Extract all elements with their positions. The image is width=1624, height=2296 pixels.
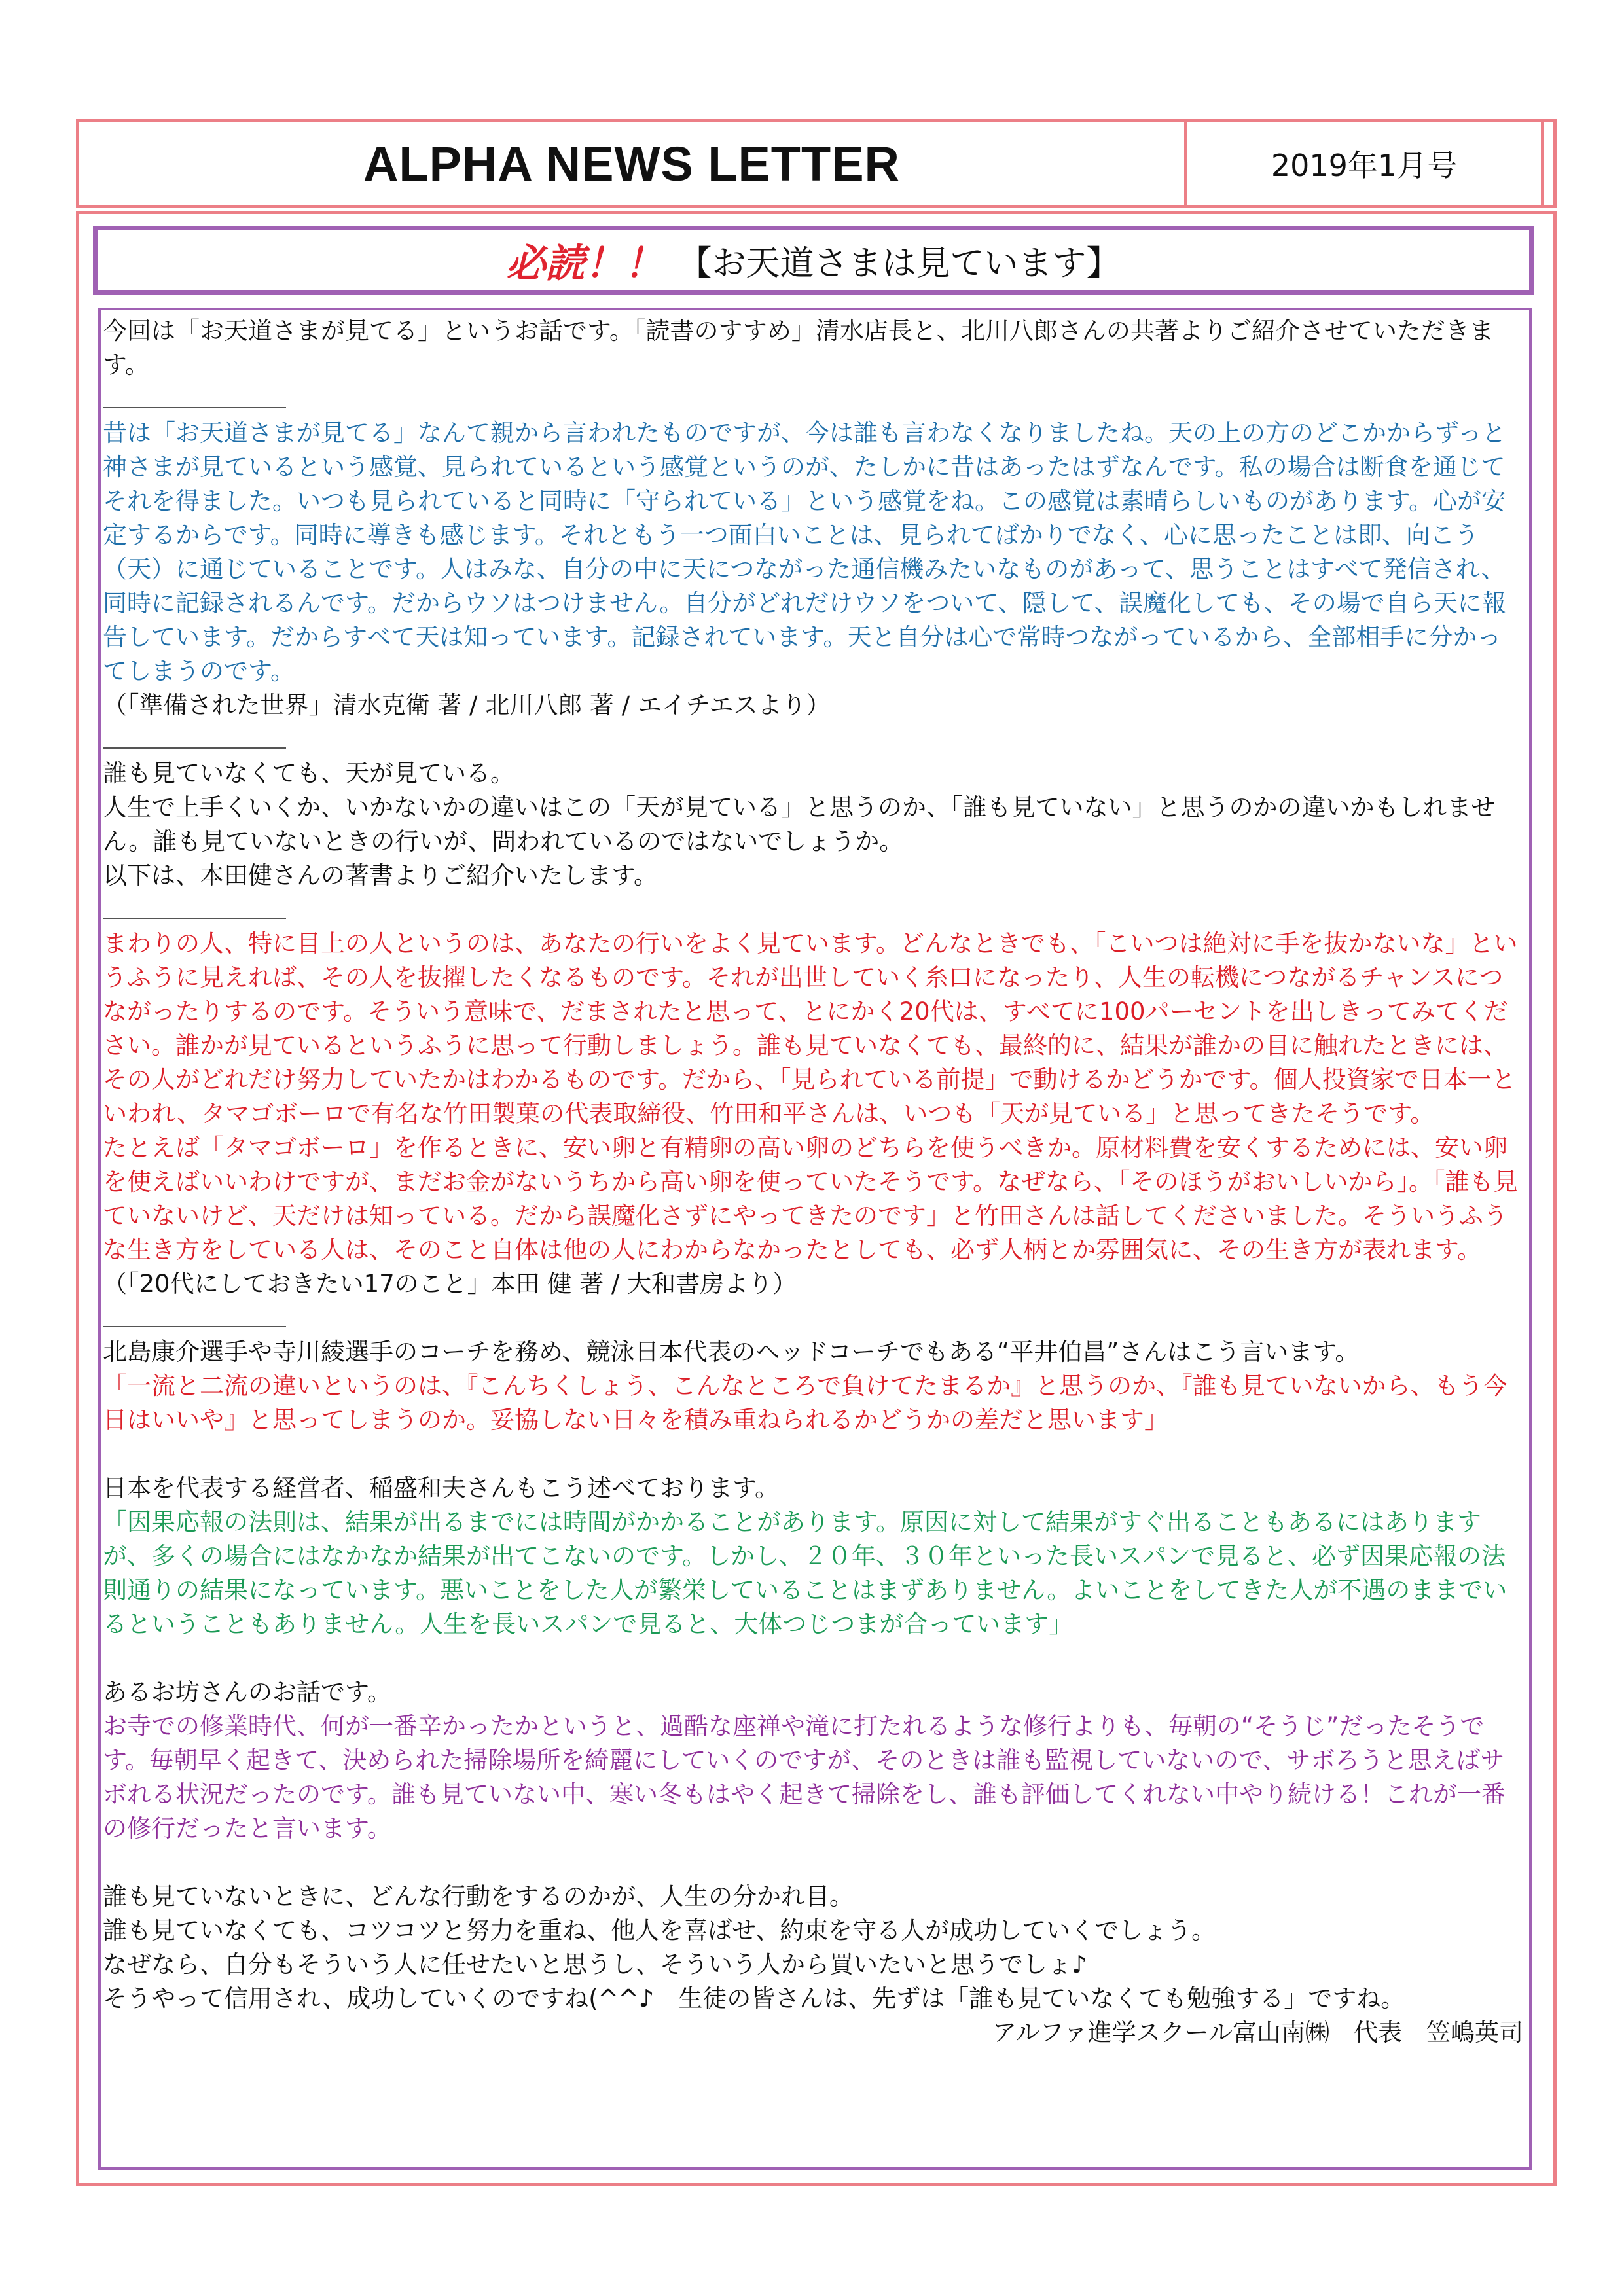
issue-date: 2019年1月号 (1271, 148, 1458, 183)
quote-honda-part2 (103, 1131, 1523, 1301)
closing-line: 誰も見ていないときに、どんな行動をするのかが、人生の分かれ目。 (103, 1882, 854, 1910)
must-read-label: 必読！！ (506, 240, 664, 287)
quote-honda-text: たとえば「タマゴボーロ」を作るときに、安い卵と有精卵の高い卵のどちらを使うべきか。原材料費を安くするためには、安い卵を使えばいいわけですが、まだお金がないうちから高い卵を使っていたそうです。なぜなら、「そのほうがおいしいから」。「誰も見ていないけど、天だけは知っている。だから誤魔化さずにやってきたのです」と竹田さんは話してくださいました。そういうふうな生き方をしている人は、そのこと自体は他の人にわからなかったとしても、必ず人柄とか雰囲気に、その生き方が表れます。 (103, 1134, 1518, 1264)
newsletter-title: ALPHA NEWS LETTER (363, 136, 900, 191)
signature: アルファ進学スクール富山南㈱ 代表 笠嶋英司 (992, 2018, 1523, 2047)
header-divider (1541, 122, 1544, 205)
source-citation: （「20代にしておきたい17のこと」本田 健 著 / 大和書房より） (103, 1270, 797, 1298)
article-title-box (93, 226, 1534, 295)
separator-line (103, 723, 1523, 757)
intro-paragraph: 今回は「お天道さまが見てる」というお話です。「読書のすすめ」清水店長と、北川八郎さんの共著よりご紹介させていただきます。 (103, 317, 1494, 379)
newsletter-header (76, 119, 1557, 208)
article-body (103, 314, 1523, 2050)
separator-line (103, 382, 1523, 416)
closing-line: なぜなら、自分もそういう人に任せたいと思うし、そういう人から買いたいと思うでしょ♪ (103, 1950, 1087, 1979)
paragraph-line: あるお坊さんのお話です。 (103, 1678, 392, 1706)
article-title: 【お天道さまは見ています】 (677, 244, 1121, 283)
quote-kitagawa: 昔は「お天道さまが見てる」なんて親から言われたものですが、今は誰も言わなくなりましたね。天の上の方のどこかからずっと神さまが見ているという感覚、見られているという感覚というのが、たしかに昔はあったはずなんです。私の場合は断食を通じてそれを得ました。いつも見られていると同時に「守られている」という感覚をね。この感覚は素晴らしいものがあります。心が安定するからです。同時に導きも感じます。それともう一つ面白いことは、見られてばかりでなく、心に思ったことは即、向こう（天）に通じていることです。人はみな、自分の中に天につながった通信機みたいなものがあって、思うことはすべて発信され、同時に記録されるんです。だからウソはつけません。自分がどれだけウソをついて、隠して、誤魔化しても、その場で自ら天に報告しています。だからすべて天は知っています。記録されています。天と自分は心で常時つながっているから、全部相手に分かってしまうのです。 (103, 419, 1506, 685)
quote-honda-part1: まわりの人、特に目上の人というのは、あなたの行いをよく見ています。どんなときでも、「こいつは絶対に手を抜かないな」というふうに見えれば、その人を抜擢したくなるものです。それが出世していく糸口になったり、人生の転機につながるチャンスにつながったりするのです。そういう意味で、だまされたと思って、とにかく20代は、すべてに100パーセントを出しきってみてください。誰かが見ているというふうに思って行動しましょう。誰も見ていなくても、最終的に、結果が誰かの目に触れたときには、その人がどれだけ努力していたかはわかるものです。だから、「見られている前提」で動けるかどうかです。個人投資家で日本一といわれ、タマゴボーロで有名な竹田製菓の代表取締役、竹田和平さんは、いつも「天が見ている」と思ってきたそうです。 (103, 929, 1518, 1128)
quote-inamori: 「因果応報の法則は、結果が出るまでには時間がかかることがあります。原因に対して結果がすぐ出ることもあるにはありますが、多くの場合にはなかなか結果が出てこないのです。しかし、２０年、３０年といった長いスパンで見ると、必ず因果応報の法則通りの結果になっています。悪いことをした人が繁栄していることはまずありません。よいことをしてきた人が不遇のままでいるということもありません。人生を長いスパンで見ると、大体つじつまが合っています」 (103, 1508, 1507, 1638)
quote-hirai: 「一流と二流の違いというのは、『こんちくしょう、こんなところで負けてたまるか』と思うのか、『誰も見ていないから、もう今日はいいや』と思ってしまうのか。妥協しない日々を積み重ねられるかどうかの差だと思います」 (103, 1372, 1507, 1434)
paragraph-line: 北島康介選手や寺川綾選手のコーチを務め、競泳日本代表のヘッドコーチでもある“平井伯昌”さんはこう言います。 (103, 1338, 1360, 1366)
closing-line: 誰も見ていなくても、コツコツと努力を重ね、他人を喜ばせ、約束を守る人が成功していくでしょう。 (103, 1916, 1216, 1945)
source-citation: （「準備された世界」清水克衛 著 / 北川八郎 著 / エイチエスより） (103, 691, 831, 719)
separator-line (103, 1301, 1523, 1335)
paragraph-line: 誰も見ていなくても、天が見ている。 (103, 759, 514, 787)
paragraph-line: 日本を代表する経営者、稲盛和夫さんもこう述べております。 (103, 1474, 780, 1502)
paragraph-line: 以下は、本田健さんの著書よりご紹介いたします。 (103, 861, 659, 889)
quote-monk: お寺での修業時代、何が一番辛かったかというと、過酷な座禅や滝に打たれるような修行よりも、毎朝の“そうじ”だったそうです。毎朝早く起きて、決められた掃除場所を綺麗にしていくのですが、そのときは誰も監視していないので、サボろうと思えばサボれる状況だったのです。誰も見ていない中、寒い冬もはやく起きて掃除をし、誰も評価してくれない中やり続ける！これが一番の修行だったと言います。 (103, 1712, 1506, 1842)
closing-line: そうやって信用され、成功していくのですね(^^♪ 生徒の皆さんは、先ずは「誰も見ていなくても勉強する」ですね。 (103, 1984, 1405, 2013)
paragraph-line: 人生で上手くいくか、いかないかの違いはこの「天が見ている」と思うのか、「誰も見ていない」と思うのかの違いかもしれません。誰も見ていないときの行いが、問われているのではないでしょうか。 (103, 793, 1496, 855)
separator-line (103, 893, 1523, 927)
